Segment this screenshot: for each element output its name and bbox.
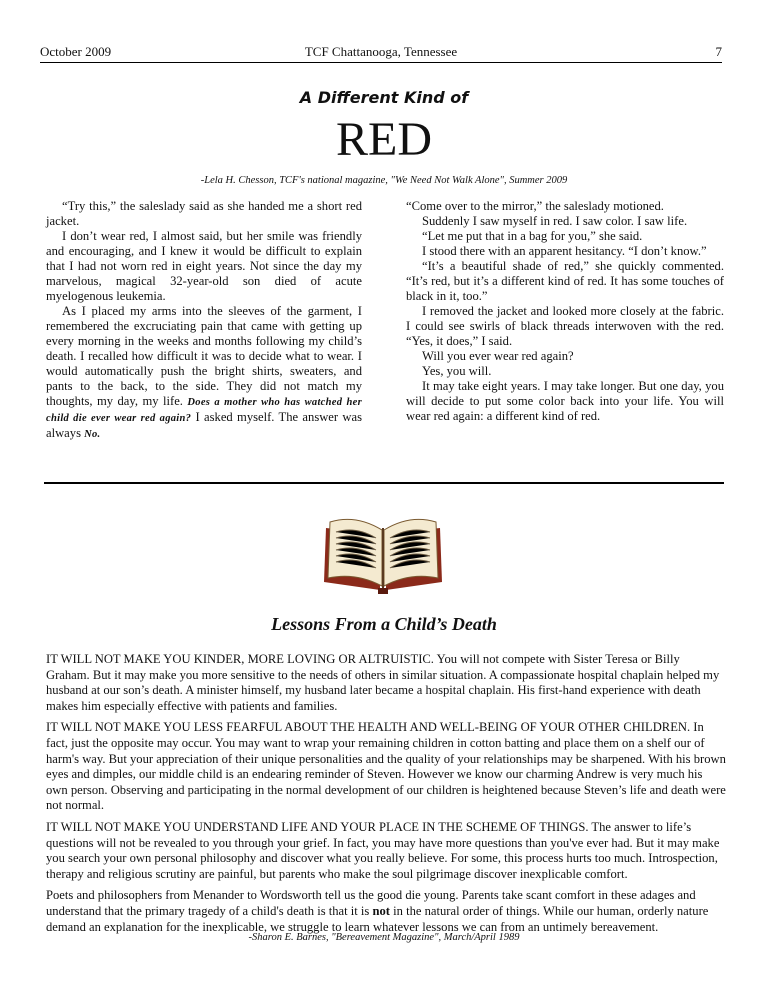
- paragraph: “Let me put that in a bag for you,” she said.: [422, 229, 643, 243]
- italic-answer: No.: [84, 429, 101, 440]
- issue-date: October 2009: [40, 44, 112, 59]
- section-title: Lessons From a Child’s Death: [271, 614, 497, 634]
- paragraph-tail: in the natural order of things. While our human, orderly nature demand an explanation for the inexplicable, we struggle to learn whatever lessons we can from an untimely bereavement.: [46, 903, 709, 934]
- page-header: [40, 42, 722, 63]
- paragraph: Suddenly I saw myself in red. I saw color. I saw life.: [422, 214, 688, 228]
- paragraph-text: Poets and philosophers from Menander to Wordsworth tell us the good die young. Parents take scant comfort in these adages and understand that the primary tragedy of a child's death is that it is: [46, 888, 696, 918]
- lessons-body: [46, 652, 726, 941]
- italic-question: Does a mother who has watched her child die ever wear red again?: [46, 397, 362, 424]
- paragraph: I removed the jacket and looked more closely at the fabric. I could see swirls of black threads interwoven with the red. “Yes, it does,” I said.: [406, 304, 724, 348]
- paragraph: “Come over to the mirror,” the saleslady motioned.: [406, 199, 664, 213]
- paragraph: IT WILL NOT MAKE YOU UNDERSTAND LIFE AND YOUR PLACE IN THE SCHEME OF THINGS. The answer to life’s questions will not be revealed to you through your grief. In fact, you may have more questions than you've ever had. But it may make you search your own personal philosophy and discover what you really believe. For some, this process hurts too much. Introspection, therapy and religious scrutiny are painful, but parents who make the soul pilgrimage discover inexplicable comfort.: [46, 819, 720, 881]
- paragraph: “It’s a beautiful shade of red,” she quickly commented. “It’s red, but it’s a different kind of red. It has some touches of black in it, too.”: [406, 259, 724, 303]
- paragraph: I stood there with an apparent hesitancy. “I don’t know.”: [422, 244, 707, 258]
- paragraph: [46, 304, 362, 442]
- article-credit: -Lela H. Chesson, TCF's national magazine, "We Need Not Walk Alone", Summer 2009: [200, 175, 568, 186]
- paragraph: [46, 888, 726, 935]
- section-divider: [44, 482, 724, 484]
- article-title: RED: [336, 113, 432, 166]
- paragraph: IT WILL NOT MAKE YOU LESS FEARFUL ABOUT THE HEALTH AND WELL-BEING OF YOUR OTHER CHILDREN. In fact, just the opposite may occur. You may want to wrap your remaining children in cotton batting and place them on a shelf our of harm's way. But your appreciation of their unique personalities and the quality of your relationships may be sharpened. With his brown eyes and dimples, our middle child is an endearing reminder of Steven. However we know our charming Andrew is very much his own person. Observing and participating in the normal development of our children is heightened because Steven’s life and death were not normal.: [46, 720, 726, 813]
- page-number: 7: [715, 44, 722, 59]
- bold-word: not: [372, 903, 390, 918]
- paragraph: Yes, you will.: [422, 364, 492, 378]
- paragraph: I don’t wear red, I almost said, but her smile was friendly and encouraging, and I knew it would be difficult to explain that I had not worn red in eight years. Not since the day my marvelous, magical 32-year-old son died of acute myelogenous leukemia.: [46, 229, 362, 303]
- article-column-left: [46, 199, 362, 442]
- article-column-right: [406, 199, 724, 424]
- paragraph: “Try this,” the saleslady said as she handed me a short red jacket.: [46, 199, 362, 228]
- article-kicker: A Different Kind of: [299, 88, 469, 107]
- paragraph: IT WILL NOT MAKE YOU KINDER, MORE LOVING OR ALTRUISTIC. You will not compete with Sister Teresa or Billy Graham. But it may make you more sensitive to the needs of others in similar situation. A compassionate hospital chaplain helped my husband at our son’s death. A minister himself, my husband later became a hospital chaplain. His first-hand experience with death makes him especially effective with patients and families.: [46, 652, 720, 713]
- open-book-icon: [318, 508, 448, 596]
- publication-name: TCF Chattanooga, Tennessee: [304, 44, 458, 59]
- paragraph-text: As I placed my arms into the sleeves of the garment, I remembered the excruciating pain that came with getting up every morning in the weeks and months following my child’s death. I recalled how difficult it was to decide what to wear. I would automatically push the bright shirts, sweaters, and pants to the back, to the side. They did not match my thoughts, my day, my life.: [46, 304, 362, 408]
- paragraph-tail: I asked myself. The answer was always: [46, 410, 362, 440]
- paragraph: Will you ever wear red again?: [422, 349, 574, 363]
- paragraph: It may take eight years. I may take longer. But one day, you will decide to put some color back into your life. You will wear red again: a different kind of red.: [406, 379, 724, 423]
- lessons-credit: -Sharon E. Barnes, "Bereavement Magazine", March/April 1989: [248, 932, 520, 943]
